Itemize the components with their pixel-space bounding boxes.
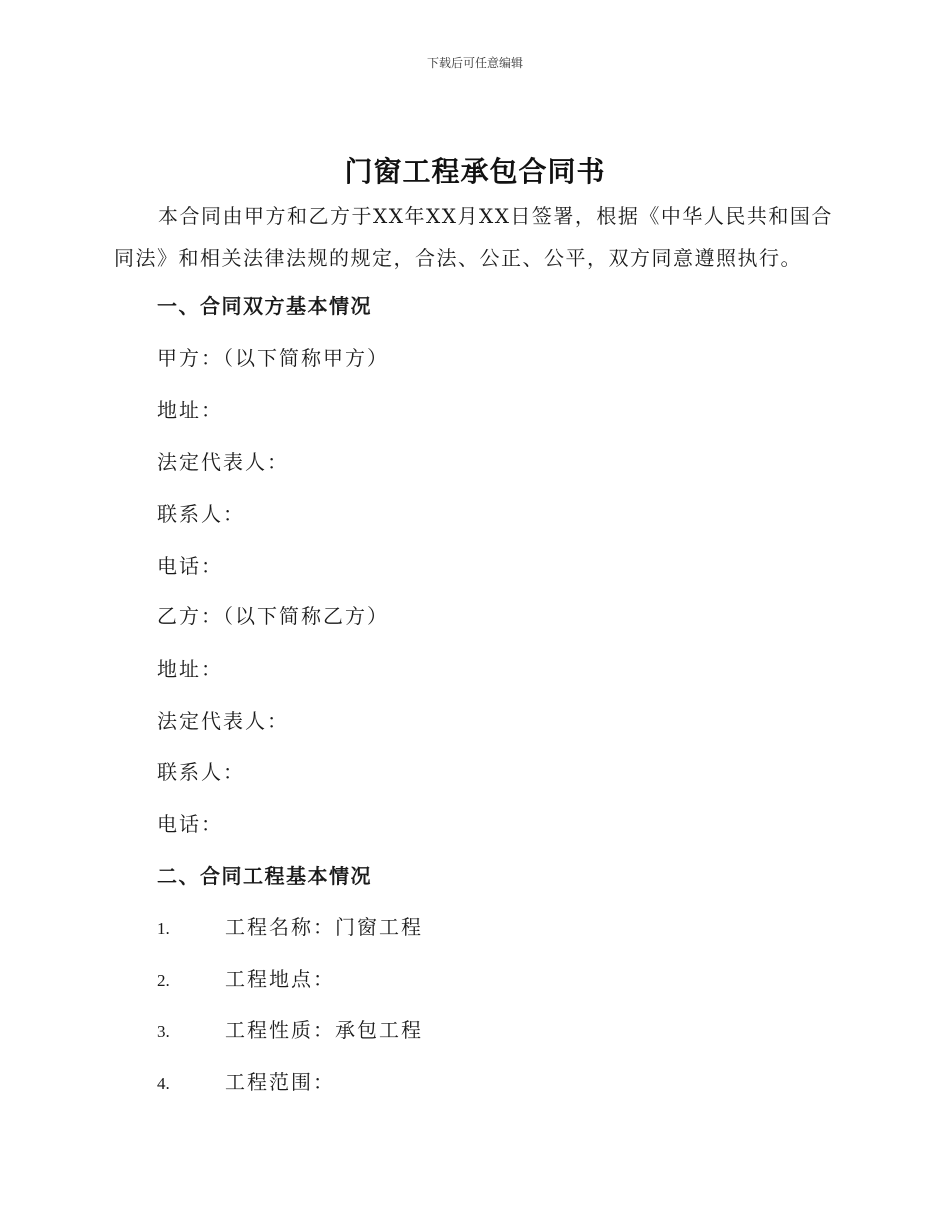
party-b-phone: 电话： — [157, 812, 223, 836]
list-item-text: 工程名称：门窗工程 — [225, 915, 423, 939]
list-item-number: 4. — [157, 1074, 170, 1093]
list-item-number: 1. — [157, 919, 170, 938]
party-b-legal-rep: 法定代表人： — [157, 709, 289, 733]
party-a-address: 地址： — [157, 398, 223, 422]
party-b-address: 地址： — [157, 657, 223, 681]
list-item — [157, 1066, 335, 1095]
list-item-text: 工程范围： — [225, 1070, 335, 1094]
list-item-text: 工程性质：承包工程 — [225, 1018, 423, 1042]
party-a-name: 甲方：（以下简称甲方） — [157, 346, 389, 370]
party-a-contact: 联系人： — [157, 502, 245, 526]
party-a-phone: 电话： — [157, 554, 223, 578]
party-b-contact: 联系人： — [157, 760, 245, 784]
section1-heading: 一、合同双方基本情况 — [157, 294, 372, 318]
list-item — [157, 963, 335, 992]
intro-paragraph: 本合同由甲方和乙方于XX年XX月XX日签署，根据《中华人民共和国合同法》和相关法律法规的规定，合法、公正、公平，双方同意遵照执行。 — [114, 204, 833, 270]
party-b-name: 乙方：（以下简称乙方） — [157, 604, 389, 628]
document-title: 门窗工程承包合同书 — [344, 155, 606, 188]
list-item-number: 2. — [157, 971, 170, 990]
party-a-legal-rep: 法定代表人： — [157, 450, 289, 474]
page-header-note: 下载后可任意编辑 — [426, 56, 523, 70]
list-item — [157, 911, 423, 940]
list-item-text: 工程地点： — [225, 967, 335, 991]
list-item-number: 3. — [157, 1022, 170, 1041]
section2-heading: 二、合同工程基本情况 — [157, 864, 372, 888]
list-item — [157, 1014, 423, 1043]
